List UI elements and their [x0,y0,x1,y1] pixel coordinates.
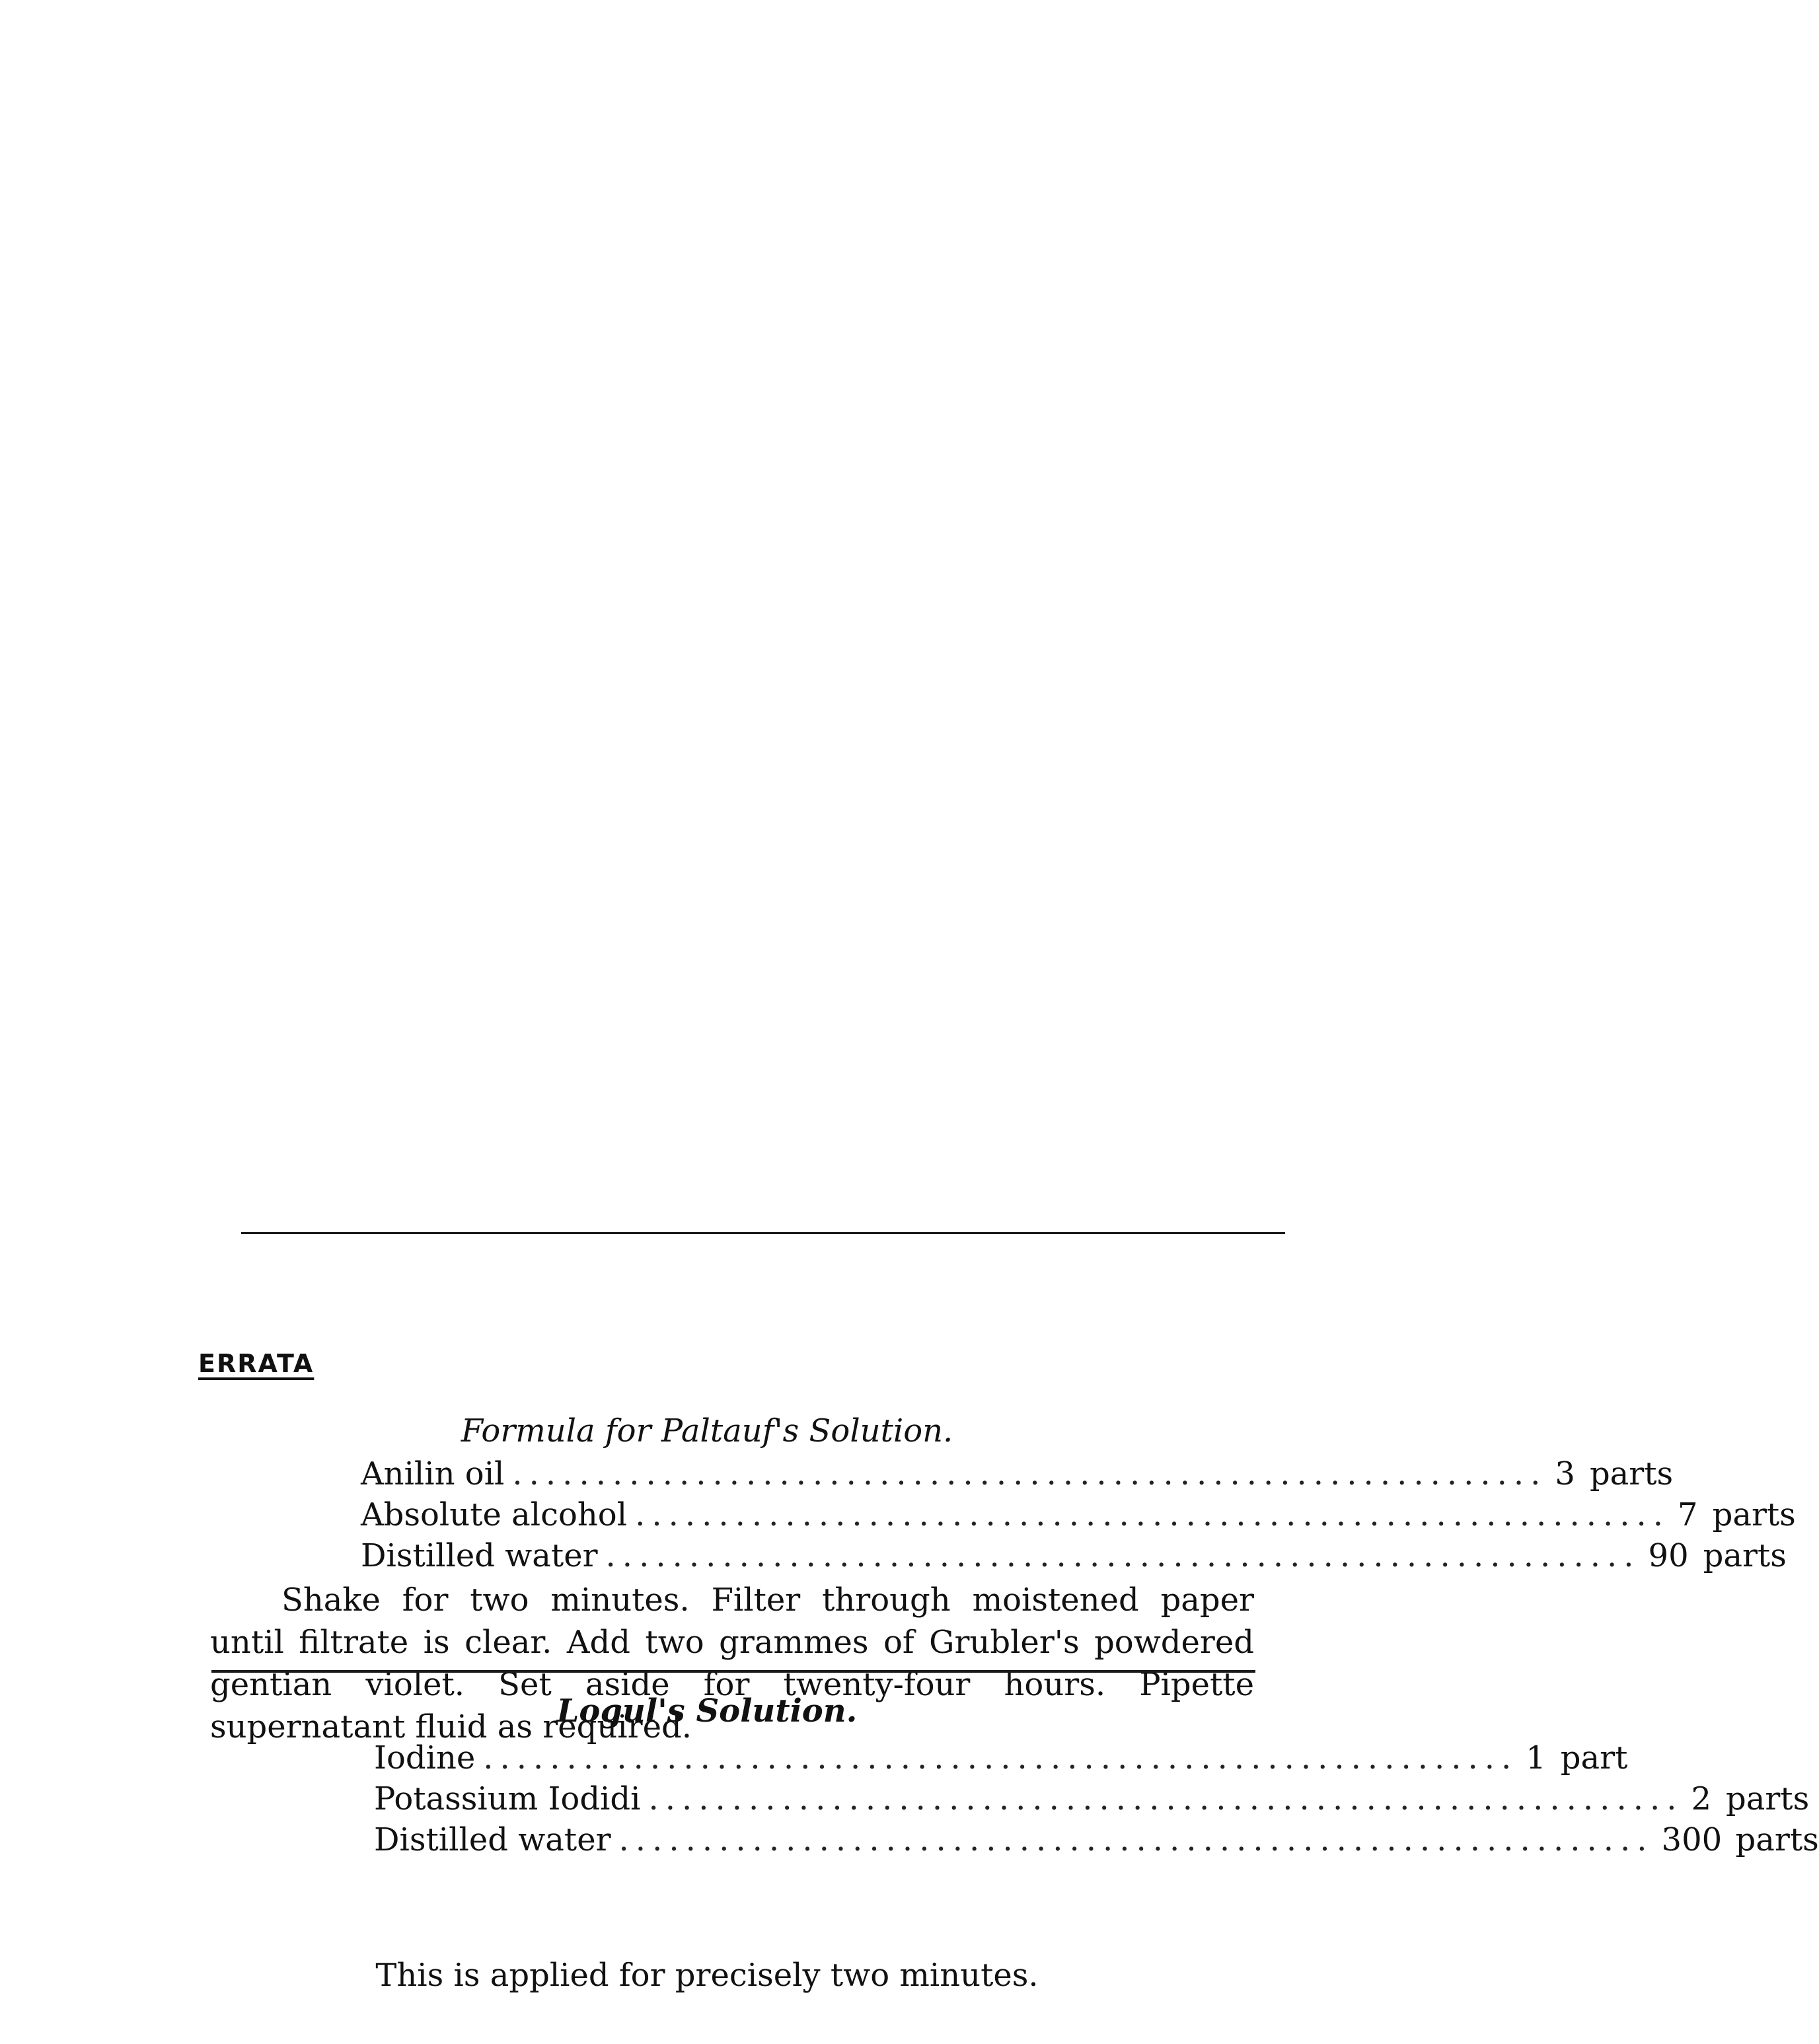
section-rule [211,1670,1255,1673]
leader-dots: .............................................................. [635,1496,1670,1533]
leader-dots: .............................................................. [618,1821,1654,1858]
ingredient-name: Distilled water [361,1537,598,1574]
ingredient-row [374,1737,1628,1778]
ingredient-name: Anilin oil [361,1455,505,1492]
ingredient-name: Potassium Iodidi [374,1780,641,1817]
ingredient-row [361,1535,1787,1576]
ingredient-name: Absolute alcohol [361,1496,628,1533]
ingredient-qty: 7 [1678,1496,1698,1533]
ingredient-name: Iodine [374,1739,476,1776]
ingredient-qty: 300 [1661,1821,1723,1858]
ingredient-unit: part [1560,1739,1628,1776]
ingredient-unit: parts [1712,1496,1796,1533]
ingredient-unit: parts [1735,1821,1819,1858]
top-rule [241,1232,1285,1234]
ingredient-name: Distilled water [374,1821,611,1858]
paltauf-heading: Formula for Paltauf's Solution. [461,1412,953,1449]
ingredient-unit: parts [1589,1455,1674,1492]
ingredient-row [361,1494,1796,1535]
ingredient-qty: 2 [1691,1780,1712,1817]
ingredient-qty: 1 [1526,1739,1546,1776]
ingredient-row [361,1453,1674,1494]
ingredient-unit: parts [1726,1780,1810,1817]
paltauf-instructions: Shake for two minutes. Filter through moistened paper until filtrate is clear. Add two grammes of Grubler's powdered gentian violet. Set aside for twenty-four hours. Pipette supernatant fluid as required. [210,1582,1254,1745]
errata-title: ERRATA [198,1349,315,1378]
leader-dots: .............................................................. [605,1537,1641,1574]
leader-dots: .............................................................. [512,1455,1547,1492]
ingredient-row [374,1819,1819,1860]
ingredient-row [374,1778,1810,1819]
ingredient-qty: 90 [1648,1537,1689,1574]
logul-note: This is applied for precisely two minutes. [375,1957,1039,1994]
logul-heading: Logul's Solution. [556,1693,858,1730]
ingredient-qty: 3 [1555,1455,1575,1492]
leader-dots: .............................................................. [483,1739,1518,1776]
ingredient-unit: parts [1703,1537,1787,1574]
leader-dots: .............................................................. [648,1780,1684,1817]
